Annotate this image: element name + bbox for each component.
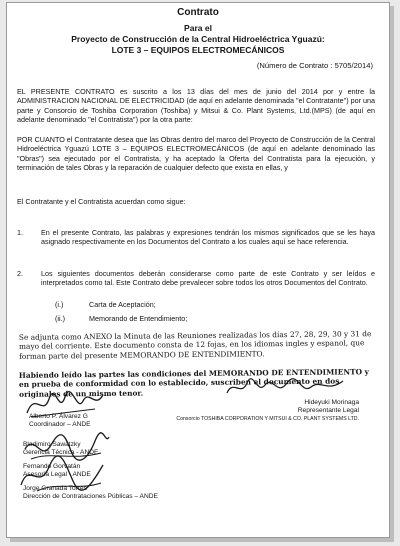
clause-2-text: Los siguientes documentos deberán considerarse como parte de este Contrato y ser leídos e interpretados como tal. Este Contrato debe prevalecer sobre todos los otros Documentos del Contrato. [41,269,375,288]
lote-heading: LOTE 3 – EQUIPOS ELECTROMECÁNICOS [111,45,285,55]
signature-block-gorvatan [23,463,91,479]
signer-title: Gerencia Técnica - ANDE [23,449,99,457]
paragraph-whereas: POR CUANTO el Contratante desea que las Obras dentro del marco del Proyecto de Construcción de la Central Hidroeléctrica Yguazú LOTE 3 – EQUIPOS ELECTROMECÁNICOS (de aquí en adelante denominado las "Obras") sea ejecutado por el Contratista, y ha aceptado la Oferta del Contratista para la ejecución, y terminación de tales Obras y la reparación de cualquier defecto que exista en ellas, y [17,135,375,173]
signer-title: Coordinador – ANDE [29,421,91,429]
document-item-1 [55,300,156,309]
signer-title: Dirección de Contrataciones Públicas – ANDE [23,493,158,501]
signature-block-morinaga [176,399,359,424]
clause-1-number: 1. [17,228,23,237]
document-title: Contrato [177,7,219,18]
document-item-1-text: Carta de Aceptación; [89,300,156,309]
paragraph-agreement: El Contratante y el Contratista acuerdan como sigue: [17,197,186,206]
signature-block-alvarez [29,413,91,429]
clause-1 [17,228,375,247]
document-item-2 [55,314,187,323]
clause-2 [17,269,375,288]
signature-morinaga-scribble [225,375,345,401]
annex-note: Se adjunta como ANEXO la Minuta de las Reuniones realizadas los días 27, 28, 29, 30 y 31 de mayo del corriente. Este documento consta de 12 fojas, en los idiomas ingles y espanol, que forman parte del presente MEMORANDO DE ENTENDIMIENTO. [18,329,372,361]
clause-2-number: 2. [17,269,23,278]
signer-name: Hideyuki Morinaga [304,399,359,406]
clause-1-text: En el presente Contrato, las palabras y expresiones tendrán los mismos significados que se les haya asignado respectivamente en los Documentos del Contrato a los cuales aquí se hace referencia. [41,228,375,247]
document-item-2-number: (ii.) [55,314,65,323]
signer-title: Asesoría Legal - ANDE [23,471,91,479]
signature-block-sawatzky [23,441,98,457]
signature-block-granada [23,485,158,501]
signer-name: Jorge Granada Torres [23,485,88,492]
signer-name: Bladimiro Sawatzky [23,441,81,448]
document-page [6,2,390,538]
paragraph-parties: EL PRESENTE CONTRATO es suscrito a los 13 días del mes de junio del 2014 por y entre la ADMINISTRACION NACIONAL DE ELECTRICIDAD (de aquí en adelante denominada "el Contratante") por una parte y Consorcio de Toshiba Corporation (Toshiba) y Mitsui & Co. Plant Systems, Ltd.(MPS) (de aquí en adelante denominado "el Contratista") por la otra parte: [17,87,375,125]
document-item-2-text: Memorando de Entendimiento; [89,314,188,323]
project-heading: Proyecto de Construcción de la Central Hidroeléctrica Yguazú: [71,34,325,44]
document-item-1-number: (i.) [55,300,64,309]
para-el-heading: Para el [184,23,212,33]
contract-number: (Número de Contrato : 5705/2014) [256,61,373,70]
signer-name: Fernando Gorvatán [23,463,81,470]
closing-statement: Habiendo leído las partes las condiciones del MEMORANDO DE ENTENDIMIENTO y en prueba de conformidad con lo establecido, suscriben el documento en dos originales de un mismo tenor. [18,367,369,399]
consortium-name: Consorcio TOSHIBA CORPORATION Y MITSUI & CO. PLANT SYSTEMS LTD. [176,416,359,423]
signer-name: Alberto P. Álvarez G [29,413,88,420]
signer-title: Representante Legal [297,407,359,415]
